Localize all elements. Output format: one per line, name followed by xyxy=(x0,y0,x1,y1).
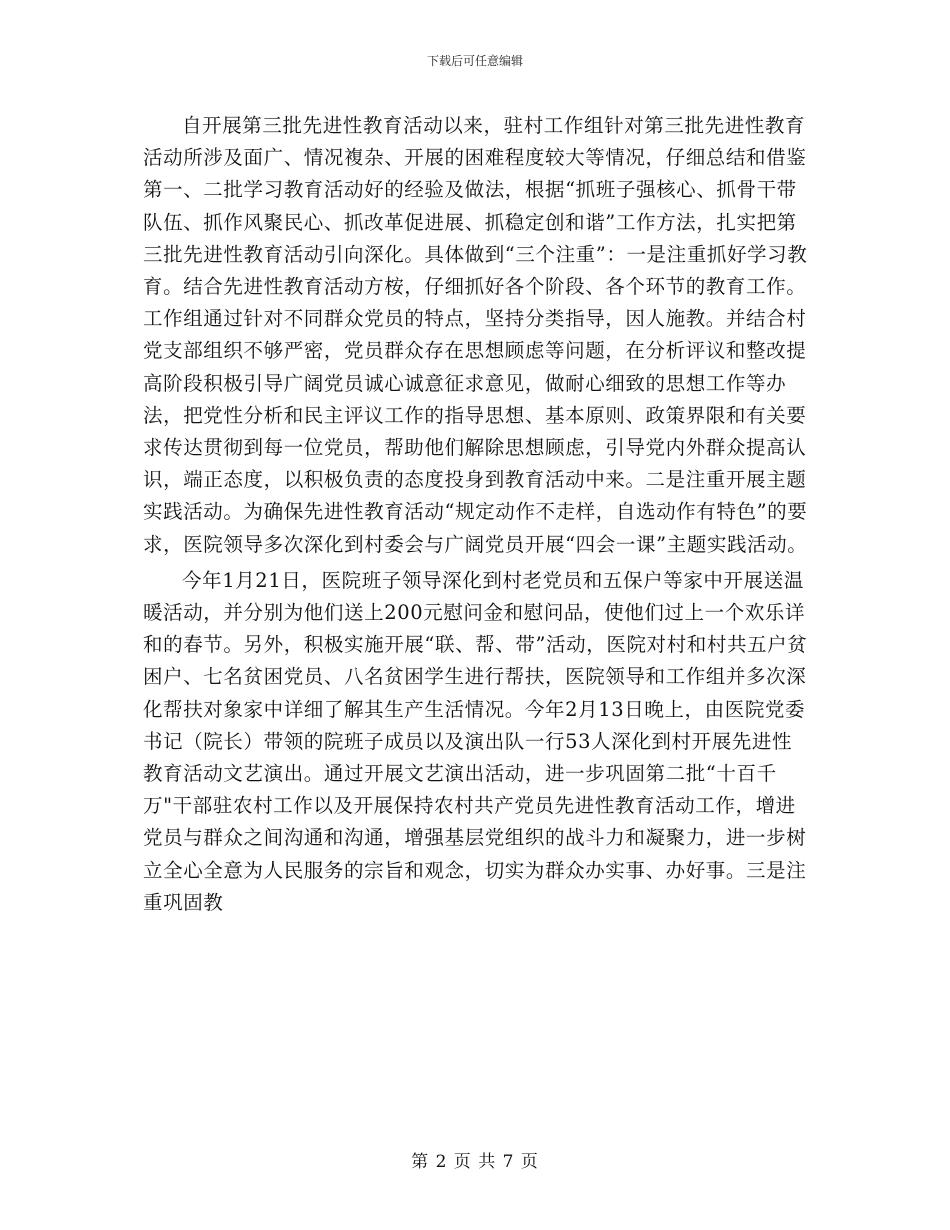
document-body xyxy=(143,110,808,919)
paragraph: 今年1月21日，医院班子领导深化到村老党员和五保户等家中开展送温暖活动，并分别为他们送上200元慰问金和慰问品，使他们过上一个欢乐详和的春节。另外，积极实施开展“联、帮、带”活动，医院对村和村共五户贫困户、七名贫困党员、八名贫困学生进行帮扶，医院领导和工作组并多次深化帮扶对象家中详细了解其生产生活情况。今年2月13日晚上，由医院党委书记（院长）带领的院班子成员以及演出队一行53人深化到村开展先进性教育活动文艺演出。通过开展文艺演出活动，进一步巩固第二批“十百千万"干部驻农村工作以及开展保持农村共产党员先进性教育活动工作，增进党员与群众之间沟通和沟通，增强基层党组织的战斗力和凝聚力，进一步树立全心全意为人民服务的宗旨和观念，切实为群众办实事、办好事。三是注重巩固教 xyxy=(143,568,808,914)
page-number: 第 2 页 共 7 页 xyxy=(411,1152,539,1172)
header-note: 下载后可任意编辑 xyxy=(426,54,523,68)
paragraph: 自开展第三批先进性教育活动以来，驻村工作组针对第三批先进性教育活动所涉及面广、情况複杂、开展的困难程度较大等情况，仔细总结和借鉴第一、二批学习教育活动好的经验及做法，根据“抓班子强核心、抓骨干带队伍、抓作风聚民心、抓改革促进展、抓稳定创和谐”工作方法，扎实把第三批先进性教育活动引向深化。具体做到“三个注重”：一是注重抓好学习教育。结合先进性教育活动方桉，仔细抓好各个阶段、各个环节的教育工作。工作组通过针对不同群众党员的特点，坚持分类指导，因人施教。并结合村党支部组织不够严密，党员群众存在思想顾虑等问题，在分析评议和整改提高阶段积极引导广阔党员诚心诚意征求意见，做耐心细致的思想工作等办法，把党性分析和民主评议工作的指导思想、基本原则、政策界限和有关要求传达贯彻到每一位党员，帮助他们解除思想顾虑，引导党内外群众提高认识，端正态度，以积极负责的态度投身到教育活动中来。二是注重开展主题实践活动。为确保先进性教育活动“规定动作不走样，自选动作有特色”的要求，医院领导多次深化到村委会与广阔党员开展“四会一课”主题实践活动。 xyxy=(143,114,808,556)
